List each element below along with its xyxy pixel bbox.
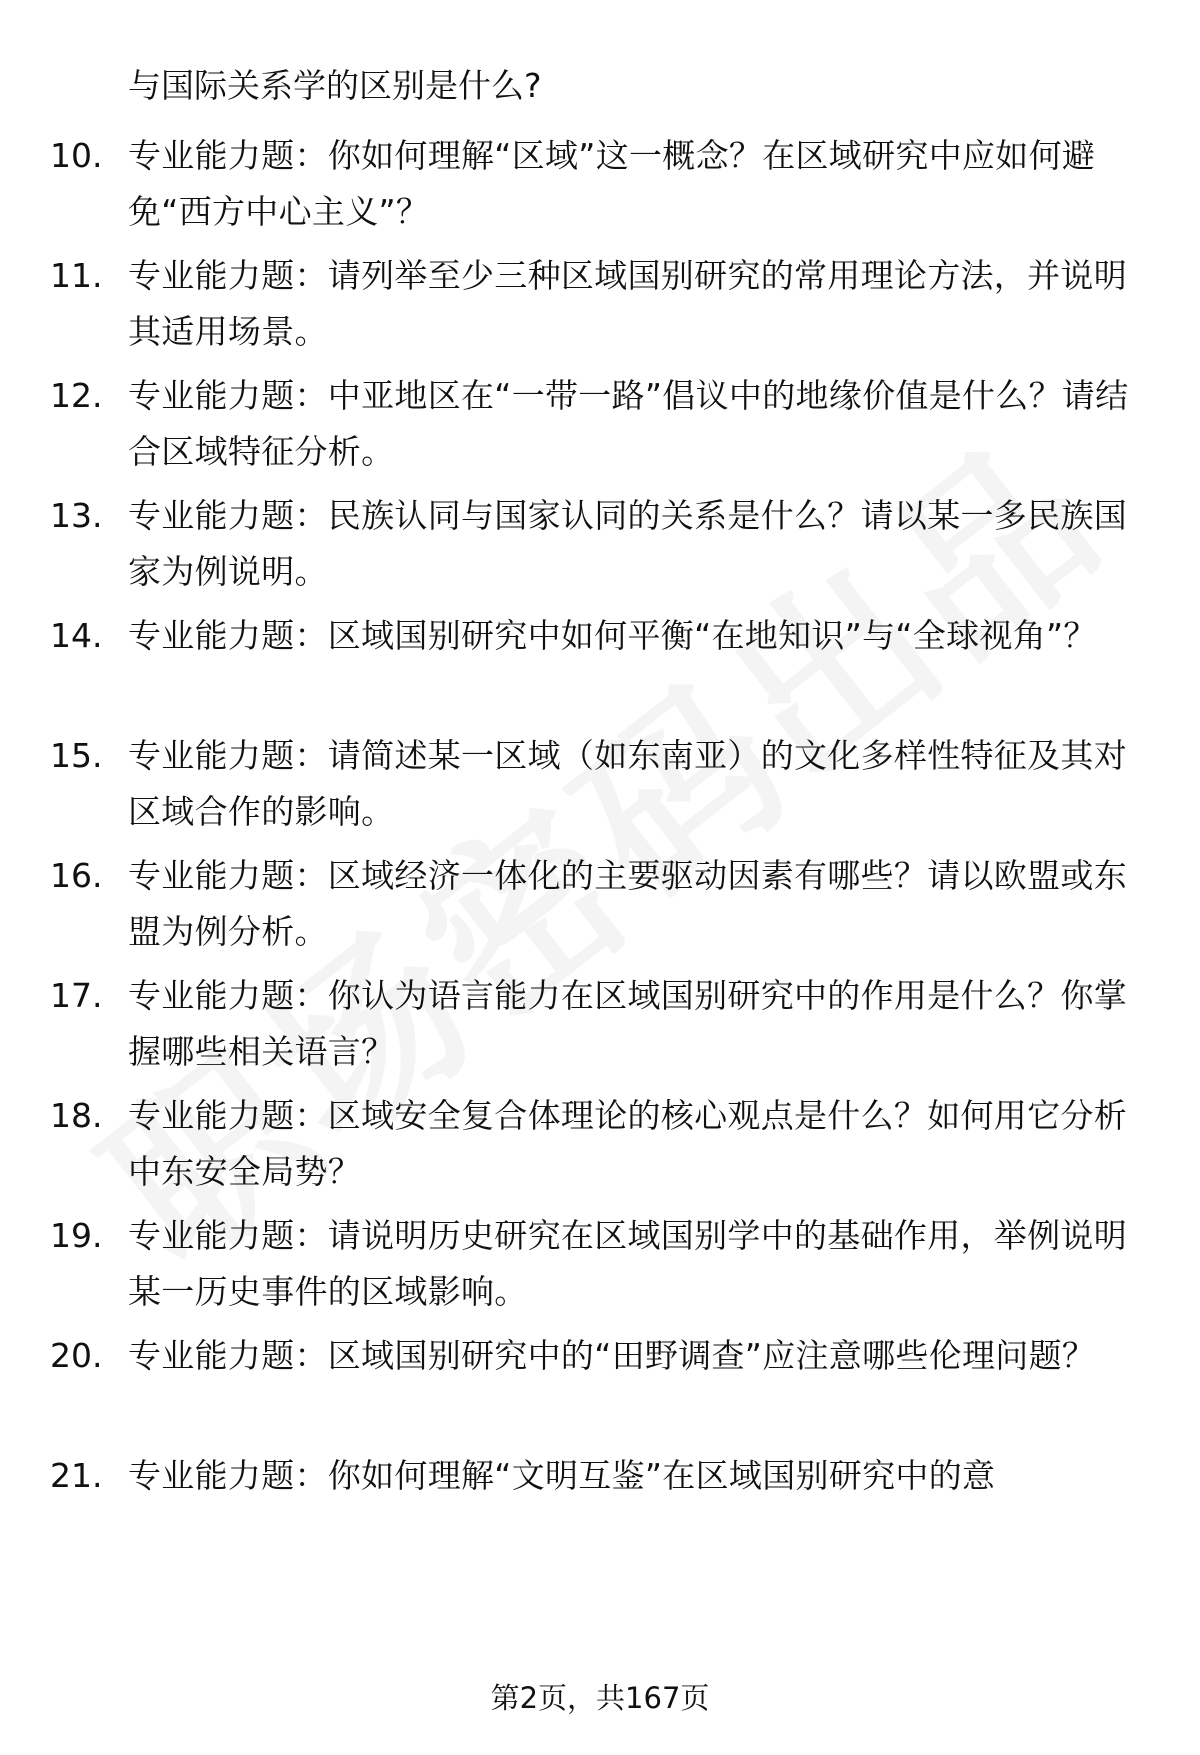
question-text: 专业能力题：请简述某一区域（如东南亚）的文化多样性特征及其对区域合作的影响。 [128, 736, 1127, 831]
question-number: 18. [50, 1096, 103, 1135]
question-number: 14. [50, 616, 103, 655]
question-number: 16. [50, 856, 103, 895]
question-text: 专业能力题：民族认同与国家认同的关系是什么？请以某一多民族国家为例说明。 [128, 496, 1127, 591]
question-text: 专业能力题：区域经济一体化的主要驱动因素有哪些？请以欧盟或东盟为例分析。 [128, 856, 1127, 951]
question-number: 21. [50, 1456, 103, 1495]
page-footer: 第2页，共167页 [490, 1681, 710, 1715]
question-number: 11. [50, 256, 103, 295]
continued-question-text: 与国际关系学的区别是什么? [128, 66, 542, 105]
question-text: 专业能力题：中亚地区在“一带一路”倡议中的地缘价值是什么？请结合区域特征分析。 [128, 376, 1129, 471]
question-number: 13. [50, 496, 103, 535]
question-number: 10. [50, 136, 103, 175]
question-number: 19. [50, 1216, 103, 1255]
question-number: 20. [50, 1336, 103, 1375]
question-number: 12. [50, 376, 103, 415]
question-number: 17. [50, 976, 103, 1015]
question-text: 专业能力题：你如何理解“文明互鉴”在区域国别研究中的意 [128, 1456, 996, 1495]
question-text: 专业能力题：区域国别研究中的“田野调查”应注意哪些伦理问题？ [128, 1336, 1096, 1375]
question-text: 专业能力题：你如何理解“区域”这一概念？在区域研究中应如何避免“西方中心主义”？ [128, 136, 1096, 231]
question-text: 专业能力题：请列举至少三种区域国别研究的常用理论方法，并说明其适用场景。 [128, 256, 1127, 351]
question-text: 专业能力题：你认为语言能力在区域国别研究中的作用是什么？你掌握哪些相关语言？ [128, 976, 1127, 1071]
question-text: 专业能力题：区域安全复合体理论的核心观点是什么？如何用它分析中东安全局势？ [128, 1096, 1127, 1191]
question-text: 专业能力题：请说明历史研究在区域国别学中的基础作用，举例说明某一历史事件的区域影响。 [128, 1216, 1127, 1311]
question-number: 15. [50, 736, 103, 775]
question-text: 专业能力题：区域国别研究中如何平衡“在地知识”与“全球视角”？ [128, 616, 1097, 655]
